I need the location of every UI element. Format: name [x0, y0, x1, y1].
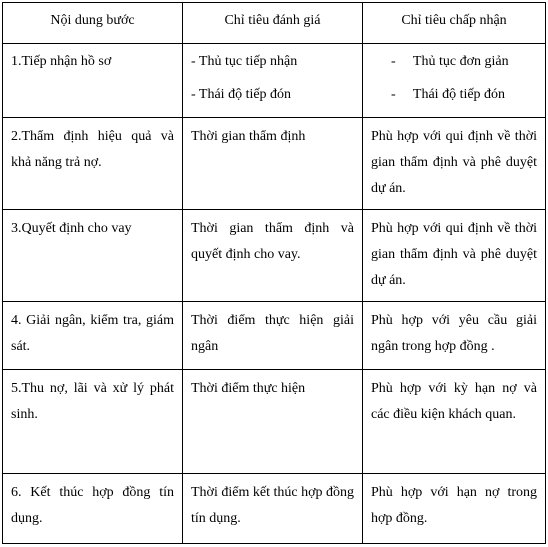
acceptance-cell: Phù hợp với hạn nợ trong hợp đồng.: [363, 474, 546, 544]
table-row: [3, 118, 546, 210]
acceptance-cell: Phù hợp với kỳ hạn nợ và các điều kiện khách quan.: [363, 370, 546, 474]
header-step: Nội dung bước: [3, 3, 183, 44]
criteria-cell: Thời gian thẩm định và quyết định cho vay.: [183, 210, 363, 302]
acceptance-item: - Thái độ tiếp đón: [391, 87, 506, 102]
acceptance-cell: [363, 44, 546, 118]
step-text: 1.Tiếp nhận hồ sơ: [11, 54, 112, 69]
table-row: [3, 474, 546, 544]
criteria-cell: [183, 44, 363, 118]
criteria-item: - Thủ tục tiếp nhận: [191, 54, 298, 69]
step-cell: 6. Kết thúc hợp đồng tín dụng.: [3, 474, 183, 544]
criteria-item: - Thái độ tiếp đón: [191, 87, 292, 102]
step-cell: 5.Thu nợ, lãi và xử lý phát sinh.: [3, 370, 183, 474]
step-cell: [3, 44, 183, 118]
acceptance-cell: Phù hợp với qui định về thời gian thẩm định và phê duyệt dự án.: [363, 118, 546, 210]
criteria-cell: Thời điểm thực hiện giải ngân: [183, 302, 363, 370]
acceptance-cell: Phù hợp với yêu cầu giải ngân trong hợp đồng .: [363, 302, 546, 370]
step-cell: 2.Thẩm định hiệu quả và khả năng trả nợ.: [3, 118, 183, 210]
header-criteria: Chỉ tiêu đánh giá: [183, 3, 363, 44]
table-header-row: [3, 3, 546, 44]
acceptance-item: - Thủ tục đơn giản: [391, 54, 509, 69]
criteria-cell: Thời gian thẩm định: [183, 118, 363, 210]
table-row: [3, 302, 546, 370]
acceptance-cell: Phù hợp với qui định về thời gian thẩm định và phê duyệt dự án.: [363, 210, 546, 302]
table-row: [3, 44, 546, 118]
table-row: [3, 370, 546, 474]
criteria-cell: Thời điểm kết thúc hợp đồng tín dụng.: [183, 474, 363, 544]
step-cell: 4. Giải ngân, kiểm tra, giám sát.: [3, 302, 183, 370]
table-row: [3, 210, 546, 302]
process-criteria-table: [2, 2, 546, 544]
step-cell: 3.Quyết định cho vay: [3, 210, 183, 302]
header-acceptance: Chỉ tiêu chấp nhận: [363, 3, 546, 44]
criteria-cell: Thời điểm thực hiện: [183, 370, 363, 474]
